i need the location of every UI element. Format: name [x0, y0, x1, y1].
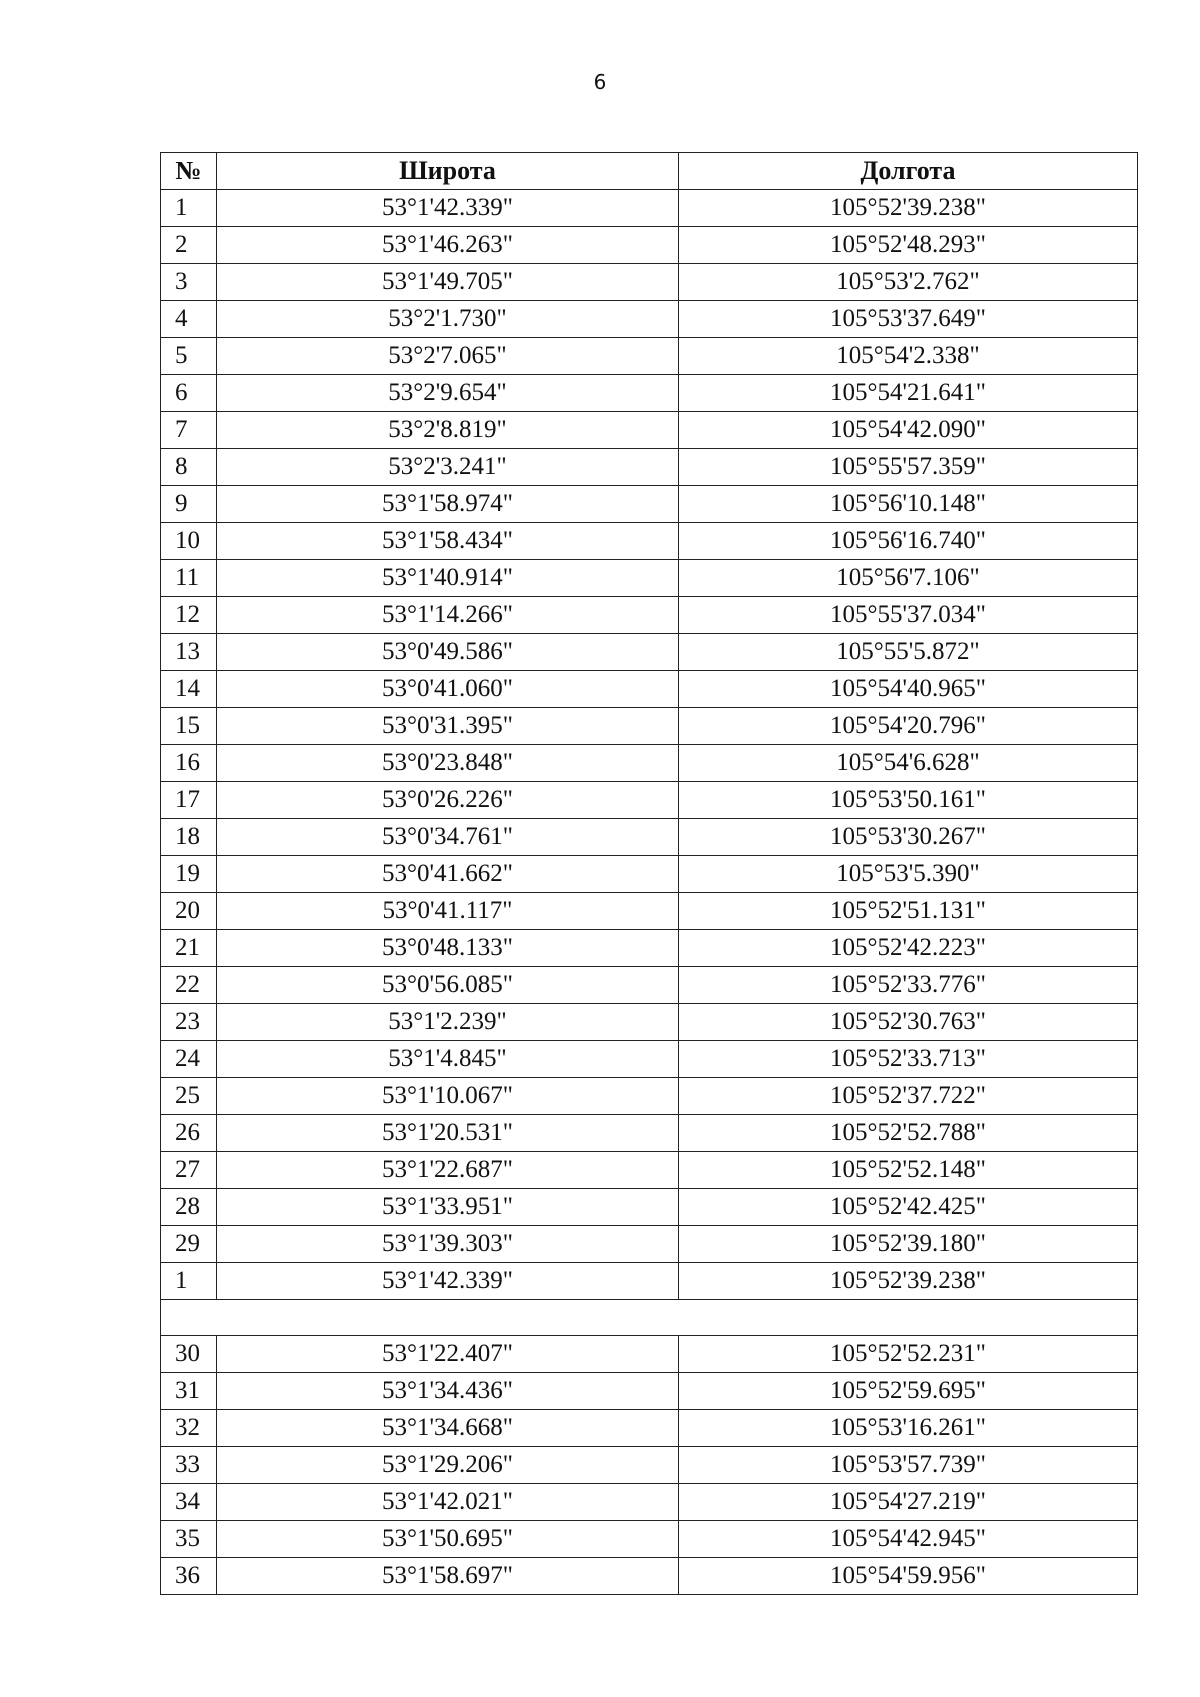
table-row — [161, 412, 1138, 449]
longitude-cell: 105°54'2.338" — [679, 338, 1138, 375]
point-number-cell: 32 — [161, 1410, 217, 1447]
latitude-cell: 53°1'2.239" — [217, 1004, 679, 1041]
latitude-cell: 53°1'58.697" — [217, 1558, 679, 1595]
table-row — [161, 338, 1138, 375]
latitude-cell: 53°0'31.395" — [217, 708, 679, 745]
table-row — [161, 1484, 1138, 1521]
latitude-cell: 53°0'48.133" — [217, 930, 679, 967]
table-header-row — [161, 153, 1138, 190]
longitude-cell: 105°55'5.872" — [679, 634, 1138, 671]
table-row — [161, 523, 1138, 560]
longitude-cell: 105°55'37.034" — [679, 597, 1138, 634]
table-row — [161, 190, 1138, 227]
table-row — [161, 1521, 1138, 1558]
table-row — [161, 1336, 1138, 1373]
longitude-cell: 105°52'52.788" — [679, 1115, 1138, 1152]
table-row — [161, 1226, 1138, 1263]
point-number-cell: 8 — [161, 449, 217, 486]
longitude-cell: 105°56'7.106" — [679, 560, 1138, 597]
table-row — [161, 671, 1138, 708]
latitude-cell: 53°0'41.060" — [217, 671, 679, 708]
point-number-cell: 31 — [161, 1373, 217, 1410]
table-row — [161, 745, 1138, 782]
longitude-cell: 105°52'59.695" — [679, 1373, 1138, 1410]
longitude-cell: 105°52'42.425" — [679, 1189, 1138, 1226]
latitude-cell: 53°0'41.117" — [217, 893, 679, 930]
latitude-cell: 53°0'26.226" — [217, 782, 679, 819]
table-row — [161, 1410, 1138, 1447]
longitude-cell: 105°53'2.762" — [679, 264, 1138, 301]
latitude-cell: 53°0'49.586" — [217, 634, 679, 671]
table-row — [161, 782, 1138, 819]
separator-cell — [161, 1300, 1138, 1336]
table-row — [161, 708, 1138, 745]
point-number-cell: 14 — [161, 671, 217, 708]
longitude-cell: 105°52'42.223" — [679, 930, 1138, 967]
latitude-cell: 53°1'40.914" — [217, 560, 679, 597]
header-number: № — [161, 153, 217, 190]
longitude-cell: 105°52'52.148" — [679, 1152, 1138, 1189]
latitude-cell: 53°1'33.951" — [217, 1189, 679, 1226]
table-row — [161, 560, 1138, 597]
point-number-cell: 30 — [161, 1336, 217, 1373]
latitude-cell: 53°1'4.845" — [217, 1041, 679, 1078]
table-row — [161, 1041, 1138, 1078]
longitude-cell: 105°53'16.261" — [679, 1410, 1138, 1447]
table-row — [161, 227, 1138, 264]
latitude-cell: 53°1'14.266" — [217, 597, 679, 634]
latitude-cell: 53°1'46.263" — [217, 227, 679, 264]
longitude-cell: 105°52'39.238" — [679, 190, 1138, 227]
point-number-cell: 1 — [161, 190, 217, 227]
longitude-cell: 105°53'37.649" — [679, 301, 1138, 338]
latitude-cell: 53°2'7.065" — [217, 338, 679, 375]
table-body — [161, 190, 1138, 1595]
point-number-cell: 26 — [161, 1115, 217, 1152]
table-row — [161, 634, 1138, 671]
longitude-cell: 105°52'51.131" — [679, 893, 1138, 930]
longitude-cell: 105°56'16.740" — [679, 523, 1138, 560]
longitude-cell: 105°53'30.267" — [679, 819, 1138, 856]
point-number-cell: 25 — [161, 1078, 217, 1115]
table-row — [161, 856, 1138, 893]
point-number-cell: 9 — [161, 486, 217, 523]
longitude-cell: 105°54'42.090" — [679, 412, 1138, 449]
latitude-cell: 53°0'56.085" — [217, 967, 679, 1004]
latitude-cell: 53°0'41.662" — [217, 856, 679, 893]
table-row — [161, 486, 1138, 523]
table-row — [161, 1189, 1138, 1226]
point-number-cell: 7 — [161, 412, 217, 449]
point-number-cell: 35 — [161, 1521, 217, 1558]
point-number-cell: 29 — [161, 1226, 217, 1263]
longitude-cell: 105°52'48.293" — [679, 227, 1138, 264]
latitude-cell: 53°1'34.436" — [217, 1373, 679, 1410]
longitude-cell: 105°52'33.776" — [679, 967, 1138, 1004]
table-row — [161, 1558, 1138, 1595]
point-number-cell: 13 — [161, 634, 217, 671]
longitude-cell: 105°53'50.161" — [679, 782, 1138, 819]
latitude-cell: 53°2'3.241" — [217, 449, 679, 486]
table-row — [161, 930, 1138, 967]
table-row — [161, 449, 1138, 486]
longitude-cell: 105°52'33.713" — [679, 1041, 1138, 1078]
latitude-cell: 53°2'9.654" — [217, 375, 679, 412]
point-number-cell: 21 — [161, 930, 217, 967]
longitude-cell: 105°52'37.722" — [679, 1078, 1138, 1115]
point-number-cell: 1 — [161, 1263, 217, 1300]
point-number-cell: 22 — [161, 967, 217, 1004]
point-number-cell: 24 — [161, 1041, 217, 1078]
latitude-cell: 53°1'10.067" — [217, 1078, 679, 1115]
table-row — [161, 1263, 1138, 1300]
latitude-cell: 53°1'29.206" — [217, 1447, 679, 1484]
longitude-cell: 105°54'59.956" — [679, 1558, 1138, 1595]
table-row — [161, 1373, 1138, 1410]
latitude-cell: 53°1'42.339" — [217, 1263, 679, 1300]
longitude-cell: 105°53'57.739" — [679, 1447, 1138, 1484]
longitude-cell: 105°52'39.238" — [679, 1263, 1138, 1300]
point-number-cell: 12 — [161, 597, 217, 634]
point-number-cell: 5 — [161, 338, 217, 375]
latitude-cell: 53°1'58.974" — [217, 486, 679, 523]
latitude-cell: 53°1'58.434" — [217, 523, 679, 560]
latitude-cell: 53°1'22.687" — [217, 1152, 679, 1189]
latitude-cell: 53°1'50.695" — [217, 1521, 679, 1558]
latitude-cell: 53°1'39.303" — [217, 1226, 679, 1263]
table-separator-row — [161, 1300, 1138, 1336]
point-number-cell: 20 — [161, 893, 217, 930]
longitude-cell: 105°54'21.641" — [679, 375, 1138, 412]
latitude-cell: 53°1'42.339" — [217, 190, 679, 227]
point-number-cell: 16 — [161, 745, 217, 782]
point-number-cell: 6 — [161, 375, 217, 412]
point-number-cell: 23 — [161, 1004, 217, 1041]
table-row — [161, 893, 1138, 930]
longitude-cell: 105°52'39.180" — [679, 1226, 1138, 1263]
header-latitude: Широта — [217, 153, 679, 190]
coordinates-table — [160, 152, 1138, 1595]
latitude-cell: 53°2'8.819" — [217, 412, 679, 449]
point-number-cell: 17 — [161, 782, 217, 819]
table-row — [161, 1447, 1138, 1484]
point-number-cell: 15 — [161, 708, 217, 745]
table-row — [161, 301, 1138, 338]
latitude-cell: 53°1'34.668" — [217, 1410, 679, 1447]
point-number-cell: 18 — [161, 819, 217, 856]
point-number-cell: 19 — [161, 856, 217, 893]
page-number: 6 — [593, 70, 607, 94]
latitude-cell: 53°1'42.021" — [217, 1484, 679, 1521]
longitude-cell: 105°54'27.219" — [679, 1484, 1138, 1521]
point-number-cell: 27 — [161, 1152, 217, 1189]
latitude-cell: 53°1'49.705" — [217, 264, 679, 301]
table-row — [161, 264, 1138, 301]
longitude-cell: 105°52'30.763" — [679, 1004, 1138, 1041]
point-number-cell: 3 — [161, 264, 217, 301]
table-row — [161, 375, 1138, 412]
longitude-cell: 105°54'42.945" — [679, 1521, 1138, 1558]
longitude-cell: 105°54'40.965" — [679, 671, 1138, 708]
latitude-cell: 53°0'34.761" — [217, 819, 679, 856]
point-number-cell: 11 — [161, 560, 217, 597]
point-number-cell: 4 — [161, 301, 217, 338]
table-row — [161, 967, 1138, 1004]
point-number-cell: 2 — [161, 227, 217, 264]
latitude-cell: 53°0'23.848" — [217, 745, 679, 782]
table-row — [161, 597, 1138, 634]
table-row — [161, 1004, 1138, 1041]
latitude-cell: 53°1'20.531" — [217, 1115, 679, 1152]
point-number-cell: 10 — [161, 523, 217, 560]
table-row — [161, 1078, 1138, 1115]
point-number-cell: 33 — [161, 1447, 217, 1484]
latitude-cell: 53°2'1.730" — [217, 301, 679, 338]
point-number-cell: 36 — [161, 1558, 217, 1595]
point-number-cell: 28 — [161, 1189, 217, 1226]
table-row — [161, 1152, 1138, 1189]
longitude-cell: 105°56'10.148" — [679, 486, 1138, 523]
longitude-cell: 105°54'20.796" — [679, 708, 1138, 745]
longitude-cell: 105°55'57.359" — [679, 449, 1138, 486]
table-row — [161, 819, 1138, 856]
table-row — [161, 1115, 1138, 1152]
latitude-cell: 53°1'22.407" — [217, 1336, 679, 1373]
header-longitude: Долгота — [679, 153, 1138, 190]
longitude-cell: 105°53'5.390" — [679, 856, 1138, 893]
point-number-cell: 34 — [161, 1484, 217, 1521]
longitude-cell: 105°52'52.231" — [679, 1336, 1138, 1373]
longitude-cell: 105°54'6.628" — [679, 745, 1138, 782]
